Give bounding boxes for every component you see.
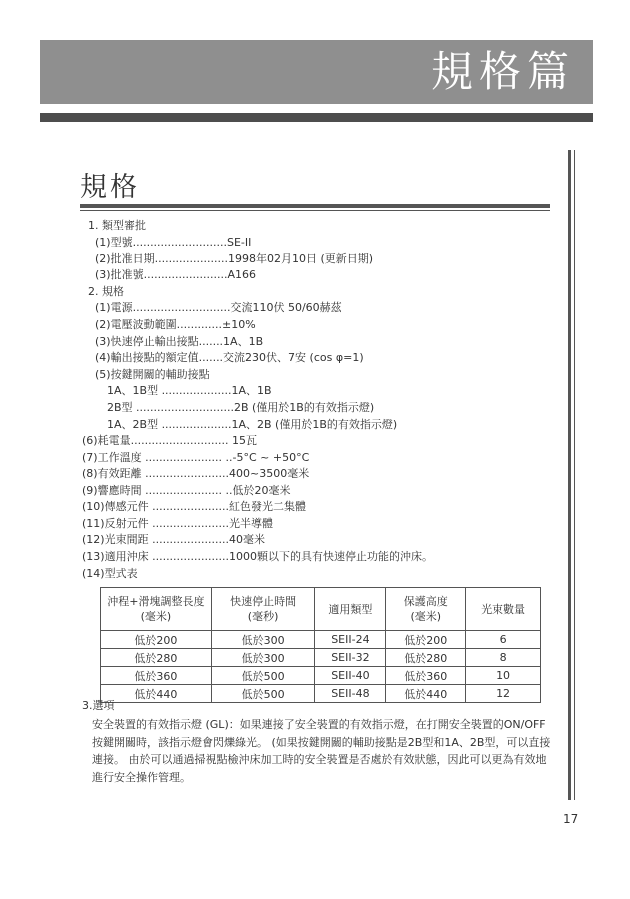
- header-label: 沖程+滑塊調整長度: [107, 595, 205, 608]
- table-row: [101, 631, 541, 649]
- table-cell: 低於200: [101, 631, 212, 649]
- page-title: 規格: [80, 172, 140, 203]
- options-paragraph: 安全裝置的有效指示燈 (GL)：如果連接了安全裝置的有效指示燈，在打開安全裝置的ON/OFF按鍵開關時，該指示燈會閃爍綠光。 (如果按鍵開關的輔助接點是2B型和1A、2B型，可以直接連接。 由於可以通過掃視點檢沖床加工時的安全裝置是否處於有效狀態，因此可以更為有效地進行安全操作管理。: [92, 718, 551, 784]
- table-cell: 低於360: [386, 667, 466, 685]
- model-table: [100, 587, 541, 703]
- spec-model: (1)型號...........................SE-II: [95, 236, 252, 249]
- table-cell: 低於500: [211, 685, 315, 703]
- table-cell: 低於440: [101, 685, 212, 703]
- spec-reflector-element: (11)反射元件 ......................光半導體: [82, 517, 274, 530]
- spec-sensor-element: (10)傳感元件 ......................紅色發光二集體: [82, 500, 307, 513]
- spec-power: (1)電源............................交流110伏 50/60赫茲: [95, 301, 342, 314]
- table-cell: SEII-40: [315, 667, 386, 685]
- banner-divider: [40, 113, 593, 122]
- spec-response-time: (9)響應時間 ...................... ..低於20毫米: [82, 484, 291, 497]
- spec-aux-1a2b: 1A、2B型 ....................1A、2B (僅用於1B的有效指示燈): [107, 418, 398, 431]
- table-cell: 8: [466, 649, 541, 667]
- table-row: [101, 667, 541, 685]
- spec-output-rating: (4)輸出接點的額定值.......交流230伏、7安 (cos φ=1): [95, 351, 364, 364]
- table-cell: 6: [466, 631, 541, 649]
- spec-stop-output: (3)快速停止輸出接點.......1A、1B: [95, 335, 264, 348]
- table-cell: SEII-32: [315, 649, 386, 667]
- spec-effective-distance: (8)有效距離 ........................400~3500毫米: [82, 467, 310, 480]
- section-specs: 2. 規格: [88, 285, 124, 298]
- table-cell: 12: [466, 685, 541, 703]
- table-cell: 低於440: [386, 685, 466, 703]
- spec-beam-pitch: (12)光束間距 ......................40毫米: [82, 533, 265, 546]
- table-cell: SEII-48: [315, 685, 386, 703]
- header-stroke: [101, 588, 212, 631]
- spec-applicable-press: (13)適用沖床 ......................1000顆以下的具有快速停止功能的沖床。: [82, 550, 433, 563]
- header-unit: (毫秒): [247, 610, 279, 623]
- spec-voltage-range: (2)電壓波動範圍.............±10%: [95, 318, 256, 331]
- title-rule-thin: [80, 210, 550, 211]
- header-unit: (毫米): [410, 610, 442, 623]
- table-cell: 低於500: [211, 667, 315, 685]
- table-row: [101, 649, 541, 667]
- title-rule: [80, 204, 550, 208]
- header-unit: (毫米): [140, 610, 172, 623]
- side-rule: [568, 150, 571, 800]
- spec-power-consumption: (6)耗電量............................ 15瓦: [82, 434, 257, 447]
- header-label: 保護高度: [403, 595, 448, 608]
- table-cell: 低於280: [386, 649, 466, 667]
- options-title: 3.選項: [82, 699, 115, 712]
- spec-approval-number: (3)批准號........................A166: [95, 268, 257, 281]
- table-cell: 低於200: [386, 631, 466, 649]
- spec-operating-temp: (7)工作溫度 ...................... ..-5°C ~ +50°C: [82, 451, 310, 464]
- header-beam-count: [466, 588, 541, 631]
- table-cell: 低於300: [211, 631, 315, 649]
- page-number: 17: [563, 812, 579, 826]
- table-cell: SEII-24: [315, 631, 386, 649]
- spec-aux-2b: 2B型 ............................2B (僅用於1B的有效指示燈): [107, 401, 375, 414]
- header-label: 快速停止時間: [230, 595, 297, 608]
- spec-aux-1a1b: 1A、1B型 ....................1A、1B: [107, 384, 272, 397]
- banner-title: 規格篇: [430, 47, 575, 96]
- table-header-row: [101, 588, 541, 631]
- table-cell: 10: [466, 667, 541, 685]
- header-stop-time: [211, 588, 315, 631]
- side-rule-thin: [574, 150, 575, 800]
- table-row: [101, 685, 541, 703]
- table-cell: 低於360: [101, 667, 212, 685]
- spec-approval-date: (2)批准日期.....................1998年02月10日 (更新日期): [95, 252, 374, 265]
- header-protect-height: [386, 588, 466, 631]
- spec-model-table-label: (14)型式表: [82, 567, 138, 580]
- header-label: 適用類型: [328, 602, 373, 616]
- header-label: 光束數量: [481, 602, 526, 616]
- section-banner: [40, 40, 593, 104]
- header-type: [315, 588, 386, 631]
- section-type-approval: 1. 類型審批: [88, 219, 146, 232]
- table-cell: 低於300: [211, 649, 315, 667]
- spec-aux-contacts: (5)按鍵開關的輔助接點: [95, 368, 210, 381]
- table-cell: 低於280: [101, 649, 212, 667]
